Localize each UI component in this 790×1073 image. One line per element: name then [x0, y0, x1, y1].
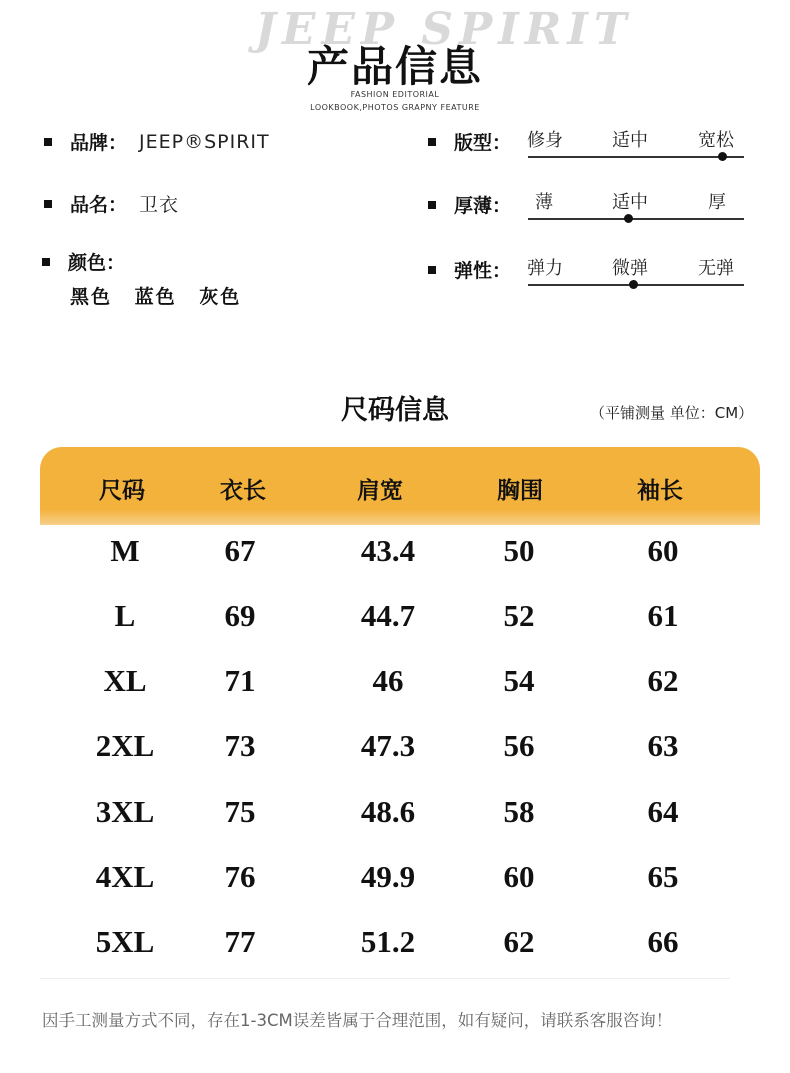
cell-chest: 62: [503, 924, 535, 959]
header-shoulder: 肩宽: [357, 478, 403, 504]
color-label: 颜色：: [68, 252, 126, 274]
brand-watermark: JEEP SPIRIT: [255, 4, 633, 55]
size-table-title: 尺码信息: [341, 395, 449, 426]
scale-thickness-line: [528, 218, 744, 220]
cell-sleeve: 63: [647, 728, 679, 763]
attr-color: [42, 248, 125, 275]
scale-thickness-label: [428, 191, 511, 218]
color-gray: 灰色: [199, 286, 242, 308]
cell-size: L: [114, 598, 136, 633]
header-size: 尺码: [99, 478, 145, 504]
scale-elasticity-title: 弹性：: [454, 260, 512, 282]
cell-chest: 58: [503, 794, 535, 829]
scale-elasticity-label: [428, 256, 511, 283]
scale-elasticity-option-2: 微弹: [612, 258, 648, 279]
cell-chest: 60: [503, 859, 535, 894]
scale-thickness-option-1: 薄: [535, 192, 553, 213]
cell-chest: 50: [503, 533, 535, 568]
scale-fit-option-1: 修身: [527, 130, 563, 151]
cell-shoulder: 43.4: [360, 533, 416, 568]
table-divider: [40, 978, 730, 979]
cell-sleeve: 62: [647, 663, 679, 698]
scale-elasticity-option-1: 弹力: [527, 258, 563, 279]
color-blue: 蓝色: [134, 286, 177, 308]
name-label: 品名：: [70, 194, 128, 216]
cell-sleeve: 65: [647, 859, 679, 894]
cell-length: 67: [224, 533, 256, 568]
bullet-icon: [428, 138, 436, 146]
scale-fit-label: [428, 128, 511, 155]
cell-shoulder: 49.9: [360, 859, 416, 894]
attr-brand: [44, 128, 270, 155]
cell-chest: 54: [503, 663, 535, 698]
cell-shoulder: 46: [372, 663, 404, 698]
scale-thickness-title: 厚薄：: [454, 195, 512, 217]
cell-size: XL: [103, 663, 147, 698]
cell-shoulder: 47.3: [360, 728, 416, 763]
scale-fit-line: [528, 156, 744, 158]
bullet-icon: [428, 201, 436, 209]
scale-elasticity-option-3: 无弹: [698, 258, 734, 279]
cell-sleeve: 61: [647, 598, 679, 633]
size-table-note: （平铺测量 单位：CM）: [590, 404, 754, 422]
cell-length: 71: [224, 663, 256, 698]
cell-length: 69: [224, 598, 256, 633]
bullet-icon: [428, 266, 436, 274]
cell-sleeve: 64: [647, 794, 679, 829]
brand-label: 品牌：: [70, 132, 128, 154]
bullet-icon: [44, 138, 52, 146]
cell-size: M: [110, 533, 140, 568]
scale-fit-option-3: 宽松: [698, 130, 734, 151]
scale-fit-marker: [718, 152, 727, 161]
cell-shoulder: 44.7: [360, 598, 416, 633]
scale-fit-option-2: 适中: [612, 130, 648, 151]
header-length: 衣长: [220, 478, 266, 504]
subtitle-lookbook: LOOKBOOK,PHOTOS GRAPNY FEATURE: [310, 103, 480, 112]
subtitle-fashion: FASHION EDITORIAL: [350, 90, 440, 99]
scale-fit-title: 版型：: [454, 132, 512, 154]
scale-thickness-marker: [624, 214, 633, 223]
bullet-icon: [44, 200, 52, 208]
color-list: [70, 282, 255, 309]
cell-length: 75: [224, 794, 256, 829]
scale-thickness-option-2: 适中: [612, 192, 648, 213]
cell-size: 4XL: [95, 859, 155, 894]
cell-length: 76: [224, 859, 256, 894]
cell-chest: 52: [503, 598, 535, 633]
footer-note: 因手工测量方式不同，存在1-3CM误差皆属于合理范围，如有疑问，请联系客服咨询！: [42, 1011, 673, 1030]
attr-name: [44, 190, 179, 217]
bullet-icon: [42, 258, 50, 266]
scale-elasticity-marker: [629, 280, 638, 289]
cell-length: 77: [224, 924, 256, 959]
name-value: 卫衣: [139, 194, 180, 216]
cell-shoulder: 51.2: [360, 924, 416, 959]
color-black: 黑色: [70, 286, 113, 308]
cell-sleeve: 60: [647, 533, 679, 568]
cell-size: 3XL: [95, 794, 155, 829]
header-chest: 胸围: [497, 478, 543, 504]
header-sleeve: 袖长: [637, 478, 683, 504]
cell-shoulder: 48.6: [360, 794, 416, 829]
brand-value: JEEP®SPIRIT: [139, 130, 270, 153]
scale-thickness-option-3: 厚: [708, 192, 726, 213]
cell-length: 73: [224, 728, 256, 763]
page-title: 产品信息: [306, 42, 483, 91]
cell-size: 5XL: [95, 924, 155, 959]
cell-size: 2XL: [95, 728, 155, 763]
cell-chest: 56: [503, 728, 535, 763]
cell-sleeve: 66: [647, 924, 679, 959]
